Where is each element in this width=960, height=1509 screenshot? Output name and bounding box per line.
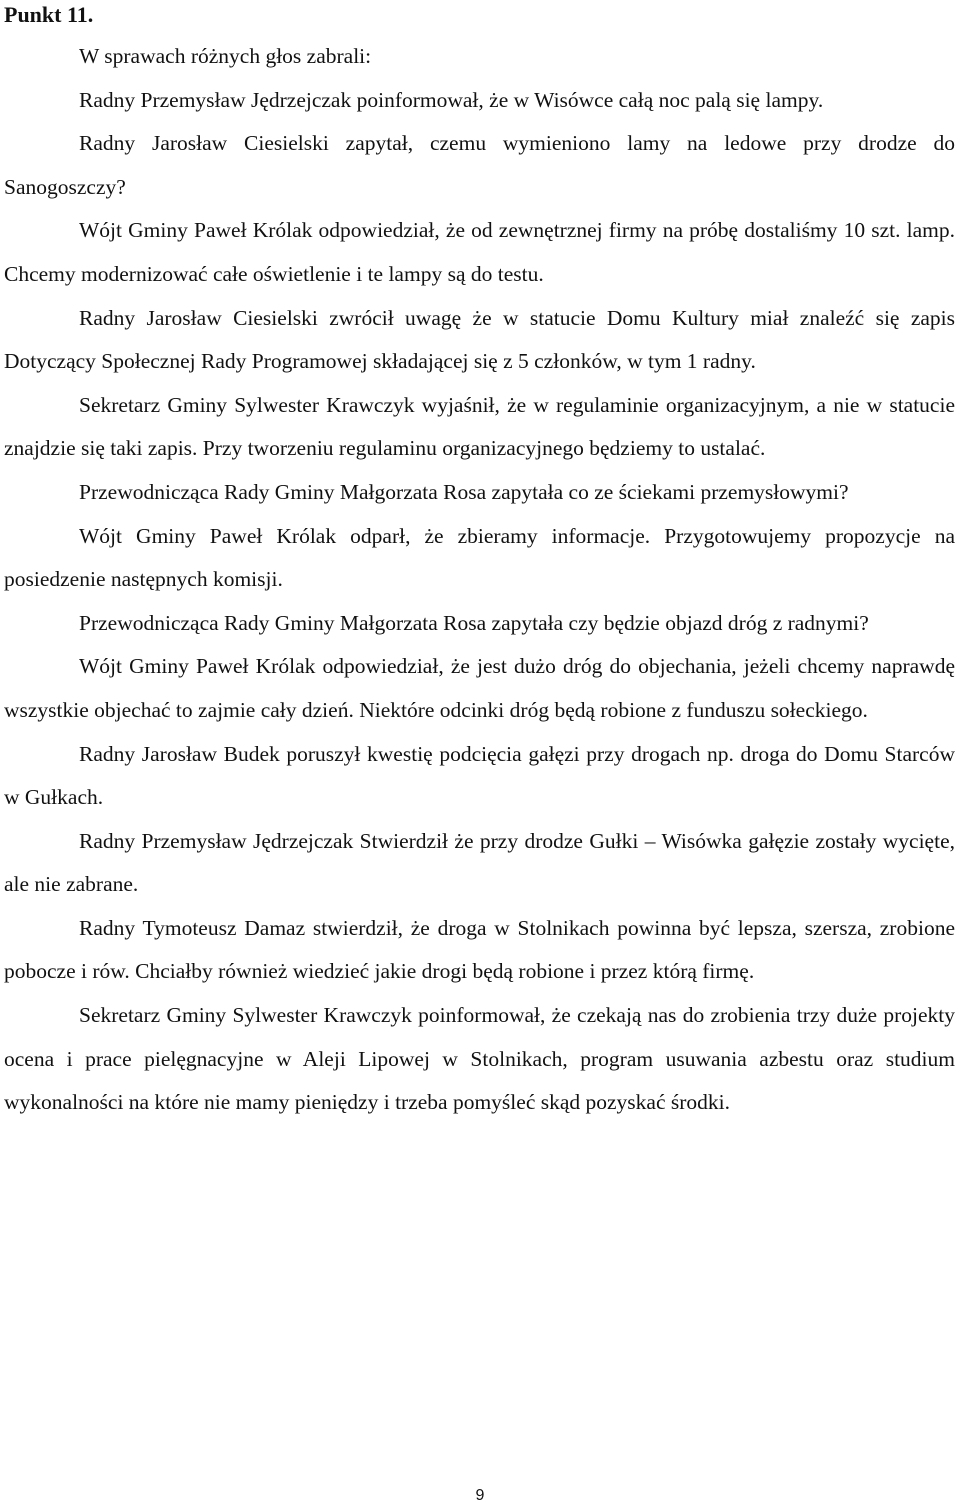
section-heading: Punkt 11. [4,2,94,27]
paragraph-krawczyk-projects: Sekretarz Gminy Sylwester Krawczyk poinformował, że czekają nas do zrobienia trzy duże projekty ocena i prace pielęgnacyjne w Aleji Lipowej w Stolnikach, program usuwania azbestu oraz studium wykonalności na które nie mamy pieniędzy i trzeba pomyśleć skąd pozyskać środki. [4,1003,955,1115]
document-body [4,35,955,1125]
paragraph-rosa-sewage: Przewodnicząca Rady Gminy Małgorzata Rosa zapytała co ze ściekami przemysłowymi? [79,479,849,504]
paragraph-krawczyk-explanation: Sekretarz Gminy Sylwester Krawczyk wyjaśnił, że w regulaminie organizacyjnym, a nie w statucie znajdzie się taki zapis. Przy tworzeniu regulaminu organizacyjnego będziemy to ustalać. [4,392,955,461]
paragraph-intro: W sprawach różnych głos zabrali: [79,44,372,68]
page-number: 9 [475,1487,485,1504]
paragraph-krolak-information: Wójt Gminy Paweł Królak odparł, że zbieramy informacje. Przygotowujemy propozycje na posiedzenie następnych komisji. [4,523,955,592]
paragraph-ciesielski-statute: Radny Jarosław Ciesielski zwrócił uwagę że w statucie Domu Kultury miał znaleźć się zapis Dotyczący Społecznej Rady Programowej składającej się z 5 członków, w tym 1 radny. [4,305,955,374]
paragraph-jedrzejczak-lamps: Radny Przemysław Jędrzejczak poinformował, że w Wisówce całą noc palą się lampy. [79,87,824,112]
paragraph-budek-branches: Radny Jarosław Budek poruszył kwestię podcięcia gałęzi przy drogach np. droga do Domu Starców w Gułkach. [4,741,955,810]
paragraph-rosa-road-tour: Przewodnicząca Rady Gminy Małgorzata Rosa zapytała czy będzie objazd dróg z radnymi? [79,610,869,635]
paragraph-damaz-road: Radny Tymoteusz Damaz stwierdził, że droga w Stolnikach powinna być lepsza, szersza, zrobione pobocze i rów. Chciałby również wiedzieć jakie drogi będą robione i przez którą firmę. [4,915,955,984]
paragraph-ciesielski-question: Radny Jarosław Ciesielski zapytał, czemu wymieniono lamy na ledowe przy drodze do Sanogoszczy? [4,131,955,199]
paragraph-jedrzejczak-branches: Radny Przemysław Jędrzejczak Stwierdził że przy drodze Gułki – Wisówka gałęzie zostały wycięte, ale nie zabrane. [4,828,955,897]
paragraph-krolak-answer: Wójt Gminy Paweł Królak odpowiedział, że od zewnętrznej firmy na próbę dostaliśmy 10 szt. lamp. Chcemy modernizować całe oświetlenie i te lampy są do testu. [4,218,955,286]
paragraph-krolak-roads: Wójt Gminy Paweł Królak odpowiedział, że jest dużo dróg do objechania, jeżeli chcemy naprawdę wszystkie objechać to zajmie cały dzień. Niektóre odcinki dróg będą robione z funduszu sołeckiego. [4,654,955,722]
